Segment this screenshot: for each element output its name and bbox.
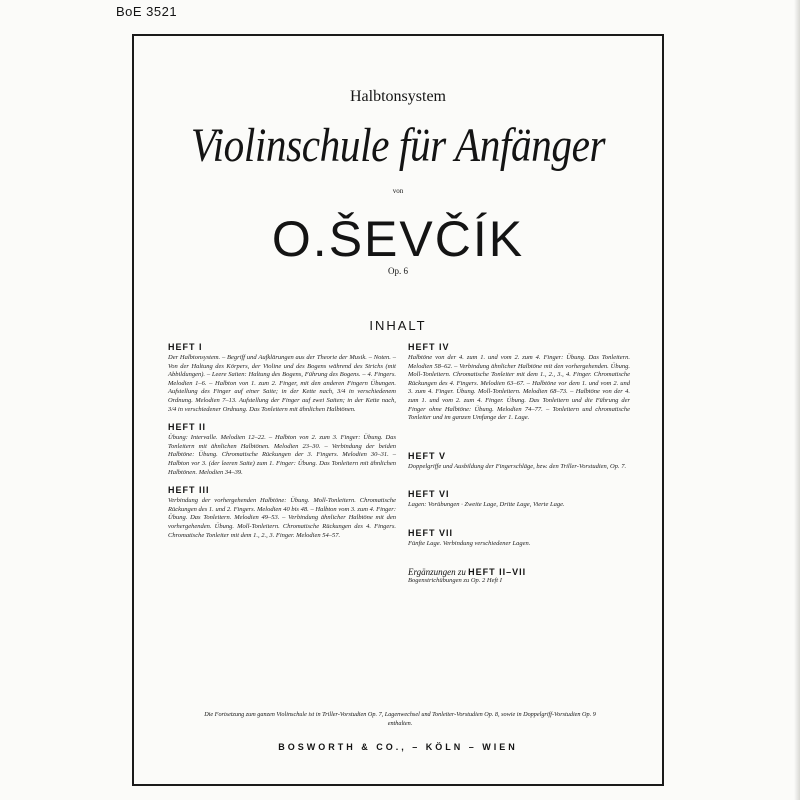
page-title: Violinschule für Anfänger bbox=[190, 119, 606, 172]
composer-name: O.ŠEVČÍK bbox=[271, 211, 525, 267]
heft-5-body: Doppelgriffe und Ausbildung der Fingerschläge, bzw. den Triller-Vorstudien, Op. 7. bbox=[408, 462, 627, 470]
heft-1-title: HEFT I bbox=[168, 342, 203, 352]
opus-number: Op. 6 bbox=[388, 266, 408, 276]
publisher: BOSWORTH & CO., – KÖLN – WIEN bbox=[278, 742, 518, 752]
heft-6-title: HEFT VI bbox=[408, 489, 450, 500]
heft-4-title: HEFT IV bbox=[408, 342, 450, 352]
contents-right-column bbox=[408, 342, 630, 593]
catalog-number: BoE 3521 bbox=[116, 4, 178, 19]
spacer bbox=[408, 557, 630, 567]
contents-left-column bbox=[168, 342, 396, 548]
heft-5-title: HEFT V bbox=[408, 450, 447, 461]
heft-2-body: Übung: Intervalle. Melodien 12–22. – Halbton von 2. zum 3. Finger: Übung. Das Tonleitern mit ähnlichen Halbtönen. Melodien 23–30. – Verbindung der beiden Halbtöne: Übung. Chromatische Rückungen der 3. Fingers. Melodien 30–31. – Halbton vor 3. (der leeren Saite) zum 1. Finger: Übung. Das Tonleitern mit ähnlichen Halbtönen. Melodien 34–39. bbox=[168, 434, 396, 476]
heft-3-title: HEFT III bbox=[168, 485, 210, 496]
supplements-section bbox=[408, 567, 630, 586]
heft-2-title: HEFT II bbox=[168, 422, 206, 433]
spacer bbox=[408, 431, 630, 451]
supplements-label: HEFT II–VII bbox=[468, 566, 527, 577]
heft-7-body: Fünfte Lage. Verbindung verschiedener Lagen. bbox=[408, 539, 531, 547]
heft-3-section bbox=[168, 485, 396, 540]
spacer bbox=[408, 479, 630, 489]
heft-6-body: Lagen: Vorübungen · Zweite Lage, Dritte Lage, Vierte Lage. bbox=[408, 501, 565, 509]
supplements-title bbox=[408, 567, 630, 577]
heft-3-body: Verbindung der vorhergehenden Halbtöne: Übung. Moll-Tonleitern. Chromatische Rückungen des 1. und 2. Fingers. Melodien 40 bis 48. – Halbton vom 3. zum 4. Finger: Übung. Das Tonleitern. Melodien 49–53. – Verbindung ähnlicher Halbtöne mit den vorhergehenden. Übung. Moll-Tonleitern. Chromatische Rückungen des 4. Fingers. Chromatische Tonleiter mit dem 1., 2., 3. Finger. Melodien 54–57. bbox=[168, 497, 396, 539]
supplements-body: Bogenstrichübungen zu Op. 2 Heft I bbox=[408, 576, 502, 584]
subtitle: Halbtonsystem bbox=[350, 88, 446, 105]
heft-5-section bbox=[408, 451, 630, 472]
spacer bbox=[408, 518, 630, 528]
by-label: von bbox=[392, 187, 404, 195]
page-edge-shadow bbox=[794, 0, 800, 800]
heft-4-body: Halbtöne von der 4. zum 1. und vom 2. zum 4. Finger: Übung. Das Tonleitern. Melodien 58–62. – Verbindung ähnlicher Halbtöne mit den vorhergehenden. Übung. Moll-Tonleitern. Chromatische Tonleiter mit dem 1., 2., 3., 4. Finger. Chromatische Rückungen des 4. Fingers. Melodien 63–67. – Halbtöne vor dem 1. und vom 2. und 3. zum 4. Finger. Übung. Moll-Tonleitern. Melodien 68–73. – Halbtöne von der 4. zum 1. und vom 2. zum 4. Finger. Übung. Das Tonleitern und die Führung der Finger ohne Halbtöne: Übung. Melodien 74–77. – Tonleitern und chromatische Tonleiter und im ganzen Umfange der 1. Lage. bbox=[408, 354, 630, 422]
heft-7-title: HEFT VII bbox=[408, 527, 454, 538]
heft-1-section bbox=[168, 342, 396, 414]
supplements-prefix: Ergänzungen zu bbox=[408, 566, 466, 577]
heft-2-section bbox=[168, 422, 396, 477]
heft-7-section bbox=[408, 528, 630, 549]
heft-1-body: Der Halbtonsystem. – Begriff und Aufklärungen aus der Theorie der Musik. – Noten. – Von der Haltung des Körpers, der Violine und des Bogens während des Strichs (mit Abbildungen). – Leere Saiten: Haltung des Bogens, Führung des Bogens. – 4. Fingers. Melodien 1–6. – Halbton von 1. zum 2. Finger, mit den anderen Fingern Übungen. Aufstellung des Finger auf einer Saite; in der Kette nach, 3/4 in verschiedenem Ordnung. Melodien 7–13. Aufstellung der Finger auf zwei Saiten; in der Kette nach, 3/4 in verschiedener Ordnung. Das Tonleitern mit ähnlichen Halbtönen. bbox=[168, 354, 396, 413]
footnote: Die Fortsetzung zum ganzen Violinschule ist in Triller-Vorstudien Op. 7, Lagenwechsel und Tonleiter-Vorstudien Op. 8, sowie in Doppelgriff-Vorstudien Op. 9 enthalten. bbox=[204, 711, 596, 727]
heft-4-section bbox=[408, 342, 630, 423]
heft-6-section bbox=[408, 489, 630, 510]
contents-heading: INHALT bbox=[369, 318, 427, 333]
